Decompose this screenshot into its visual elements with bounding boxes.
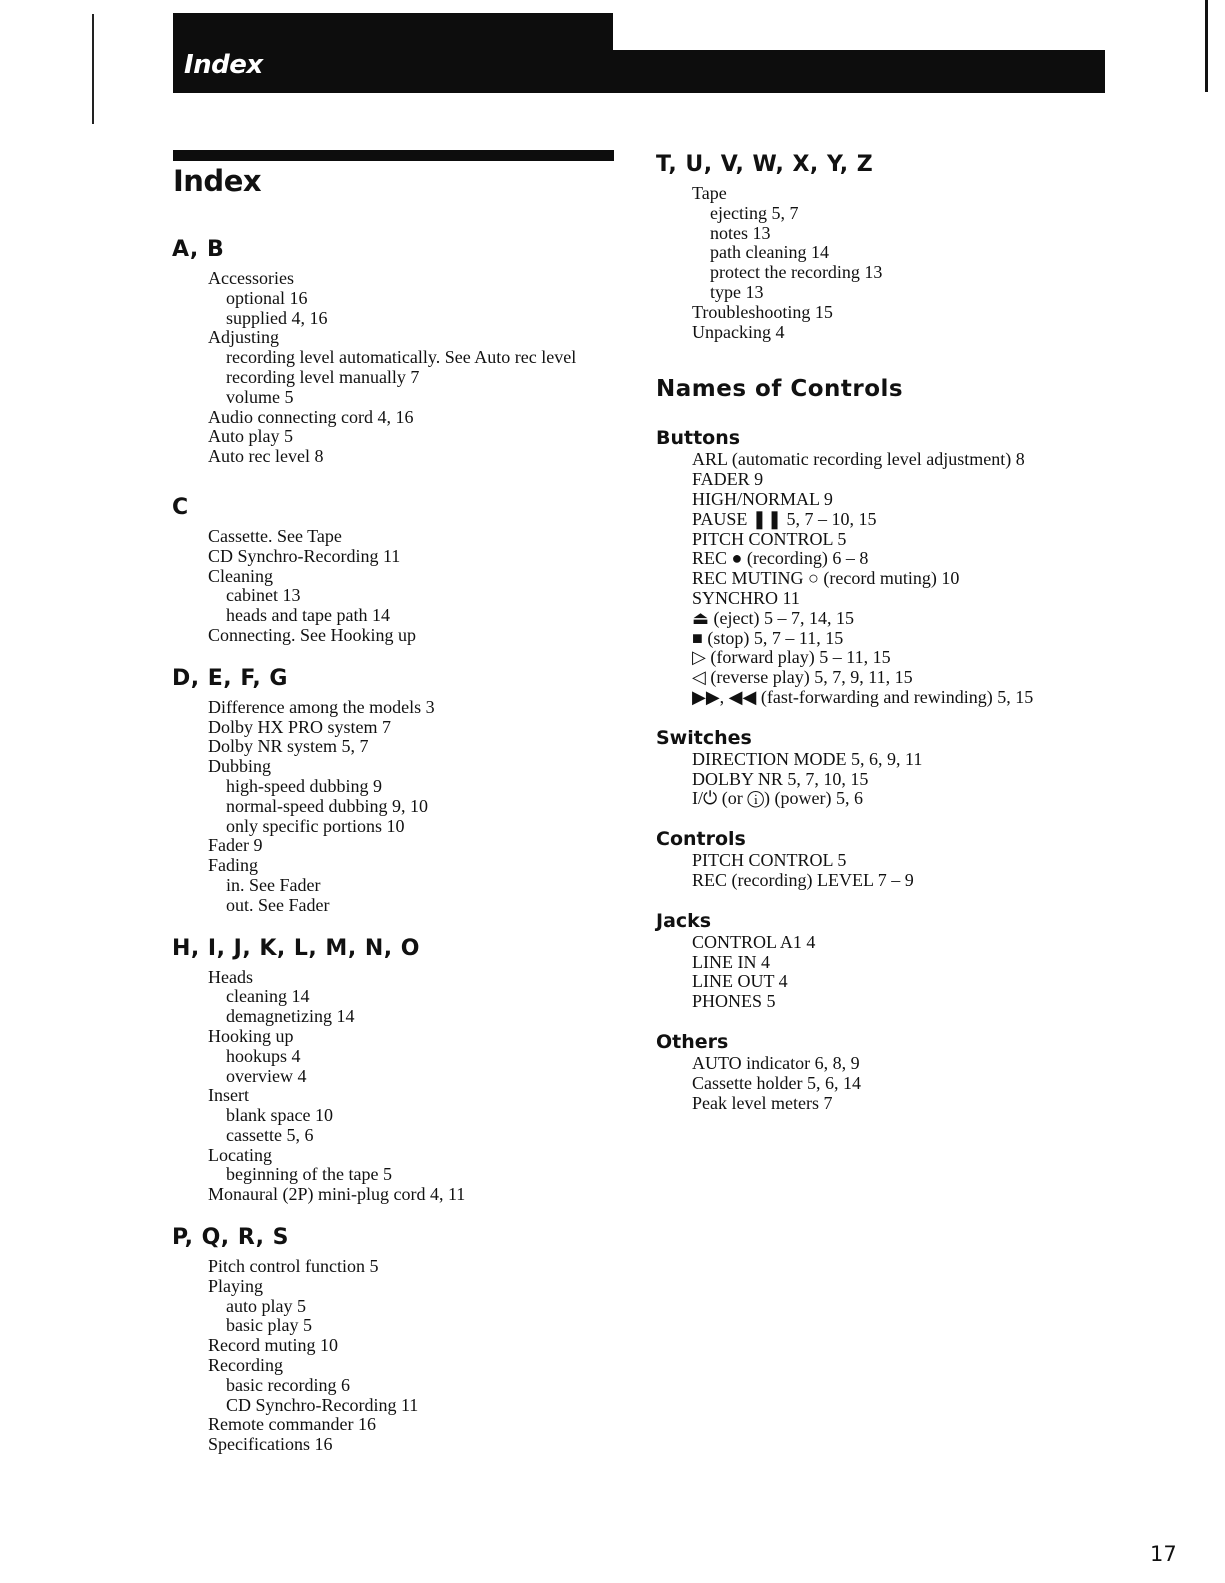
- index-entry: Specifications 16: [208, 1434, 333, 1455]
- index-subentry: volume 5: [226, 386, 294, 407]
- index-entry: Fading: [208, 855, 259, 876]
- index-subentry: high-speed dubbing 9: [226, 775, 382, 796]
- control-entry: DIRECTION MODE 5, 6, 9, 11: [692, 748, 923, 769]
- left-column: [172, 235, 622, 1455]
- index-subentry: basic recording 6: [226, 1374, 350, 1395]
- section-heading-c: C: [172, 494, 189, 520]
- control-entry: ⏏ (eject) 5 – 7, 14, 15: [692, 607, 854, 628]
- index-entry: Tape: [692, 183, 727, 203]
- index-entry: Record muting 10: [208, 1335, 338, 1356]
- index-subentry: ejecting 5, 7: [710, 202, 799, 223]
- right-column: [656, 150, 1126, 1113]
- control-entry: REC MUTING ○ (record muting) 10: [692, 568, 960, 589]
- subheading-switches: Switches: [656, 726, 752, 749]
- control-entry: I/⏻ (or ⓘ) (power) 5, 6: [692, 788, 864, 809]
- index-entry: Cleaning: [208, 565, 273, 586]
- section-heading-p-q-r-s: P, Q, R, S: [172, 1225, 290, 1251]
- index-subentry: recording level automatically. See Auto rec level: [226, 347, 577, 368]
- index-subentry: protect the recording 13: [710, 262, 883, 283]
- control-entry: PAUSE ❚❚ 5, 7 – 10, 15: [692, 508, 877, 529]
- index-subentry: blank space 10: [226, 1105, 333, 1126]
- index-entry: Heads: [208, 966, 253, 987]
- index-entry: Recording: [208, 1355, 283, 1376]
- index-subentry: CD Synchro-Recording 11: [226, 1394, 419, 1415]
- index-subentry: recording level manually 7: [226, 366, 420, 387]
- index-entry: Auto rec level 8: [208, 446, 324, 467]
- index-subentry: out. See Fader: [226, 894, 330, 915]
- index-subentry: only specific portions 10: [226, 815, 405, 836]
- control-entry: FADER 9: [692, 469, 764, 490]
- index-subentry: cleaning 14: [226, 986, 310, 1007]
- index-entry: Adjusting: [208, 327, 280, 348]
- control-entry: ARL (automatic recording level adjustment) 8: [692, 449, 1025, 470]
- section-heading-t-z: T, U, V, W, X, Y, Z: [656, 152, 874, 177]
- index-entry: Auto play 5: [208, 426, 293, 447]
- control-entry: Peak level meters 7: [692, 1092, 833, 1113]
- margin-rule-left: [92, 14, 94, 124]
- index-entry: Locating: [208, 1144, 272, 1165]
- index-subentry: notes 13: [710, 222, 771, 243]
- index-subentry: beginning of the tape 5: [226, 1164, 392, 1185]
- index-subentry: auto play 5: [226, 1295, 306, 1316]
- control-entry: ▷ (forward play) 5 – 11, 15: [692, 647, 891, 668]
- control-entry: ■ (stop) 5, 7 – 11, 15: [692, 627, 844, 648]
- section-heading-a-b: A, B: [172, 237, 225, 262]
- index-entry: Difference among the models 3: [208, 696, 435, 717]
- subheading-buttons: Buttons: [656, 427, 741, 450]
- index-entry: Monaural (2P) mini-plug cord 4, 11: [208, 1184, 466, 1205]
- control-entry: AUTO indicator 6, 8, 9: [692, 1052, 860, 1073]
- subheading-others: Others: [656, 1030, 729, 1053]
- control-entry: CONTROL A1 4: [692, 931, 816, 952]
- page-number: 17: [1150, 1542, 1177, 1566]
- index-entry: Remote commander 16: [208, 1414, 376, 1435]
- control-entry: ▶▶, ◀◀ (fast-forwarding and rewinding) 5, 15: [692, 686, 1034, 707]
- index-subentry: in. See Fader: [226, 874, 321, 895]
- control-entry: ◁ (reverse play) 5, 7, 9, 11, 15: [692, 667, 913, 688]
- index-subentry: basic play 5: [226, 1315, 312, 1336]
- index-entry: Pitch control function 5: [208, 1256, 379, 1277]
- index-entry: Insert: [208, 1085, 249, 1106]
- control-entry: LINE OUT 4: [692, 971, 788, 992]
- index-entry: CD Synchro-Recording 11: [208, 545, 401, 566]
- index-entry: Dubbing: [208, 756, 271, 777]
- index-subentry: overview 4: [226, 1065, 307, 1086]
- index-entry: Playing: [208, 1275, 264, 1296]
- index-entry: Hooking up: [208, 1025, 294, 1046]
- header-title: Index: [184, 50, 263, 80]
- index-subentry: path cleaning 14: [710, 242, 829, 263]
- index-entry: Dolby NR system 5, 7: [208, 736, 369, 757]
- index-entry: Connecting. See Hooking up: [208, 624, 416, 645]
- control-entry: PHONES 5: [692, 991, 776, 1012]
- section-heading-h-o: H, I, J, K, L, M, N, O: [172, 935, 420, 961]
- control-entry: PITCH CONTROL 5: [692, 850, 847, 871]
- index-subentry: cabinet 13: [226, 585, 301, 606]
- index-entry: Audio connecting cord 4, 16: [208, 406, 414, 427]
- subheading-jacks: Jacks: [656, 909, 712, 932]
- control-entry: Cassette holder 5, 6, 14: [692, 1072, 861, 1093]
- index-subentry: cassette 5, 6: [226, 1124, 314, 1145]
- index-subentry: normal-speed dubbing 9, 10: [226, 795, 428, 816]
- index-entry: Troubleshooting 15: [692, 301, 833, 322]
- index-entry: Fader 9: [208, 835, 263, 856]
- index-entry: Cassette. See Tape: [208, 525, 342, 546]
- control-entry: DOLBY NR 5, 7, 10, 15: [692, 768, 869, 789]
- control-entry: REC ● (recording) 6 – 8: [692, 548, 869, 569]
- margin-rule-right: [1205, 0, 1208, 92]
- index-subentry: heads and tape path 14: [226, 605, 390, 626]
- control-entry: PITCH CONTROL 5: [692, 528, 847, 549]
- control-entry: HIGH/NORMAL 9: [692, 488, 833, 509]
- control-entry: REC (recording) LEVEL 7 – 9: [692, 869, 914, 890]
- section-heading-names-of-controls: Names of Controls: [656, 376, 904, 403]
- index-entry: Unpacking 4: [692, 321, 785, 342]
- index-subentry: optional 16: [226, 287, 308, 308]
- title-rule: [173, 150, 614, 161]
- index-entry: Accessories: [208, 268, 294, 288]
- header-bar: [173, 50, 1105, 93]
- section-heading-d-e-f-g: D, E, F, G: [172, 665, 288, 691]
- control-entry: SYNCHRO 11: [692, 587, 800, 608]
- control-entry: LINE IN 4: [692, 951, 770, 972]
- index-entry: Dolby HX PRO system 7: [208, 716, 392, 737]
- index-subentry: supplied 4, 16: [226, 307, 328, 328]
- index-subentry: type 13: [710, 281, 764, 302]
- subheading-controls: Controls: [656, 828, 746, 851]
- index-subentry: hookups 4: [226, 1045, 301, 1066]
- page-title: Index: [173, 164, 262, 198]
- index-subentry: demagnetizing 14: [226, 1006, 355, 1027]
